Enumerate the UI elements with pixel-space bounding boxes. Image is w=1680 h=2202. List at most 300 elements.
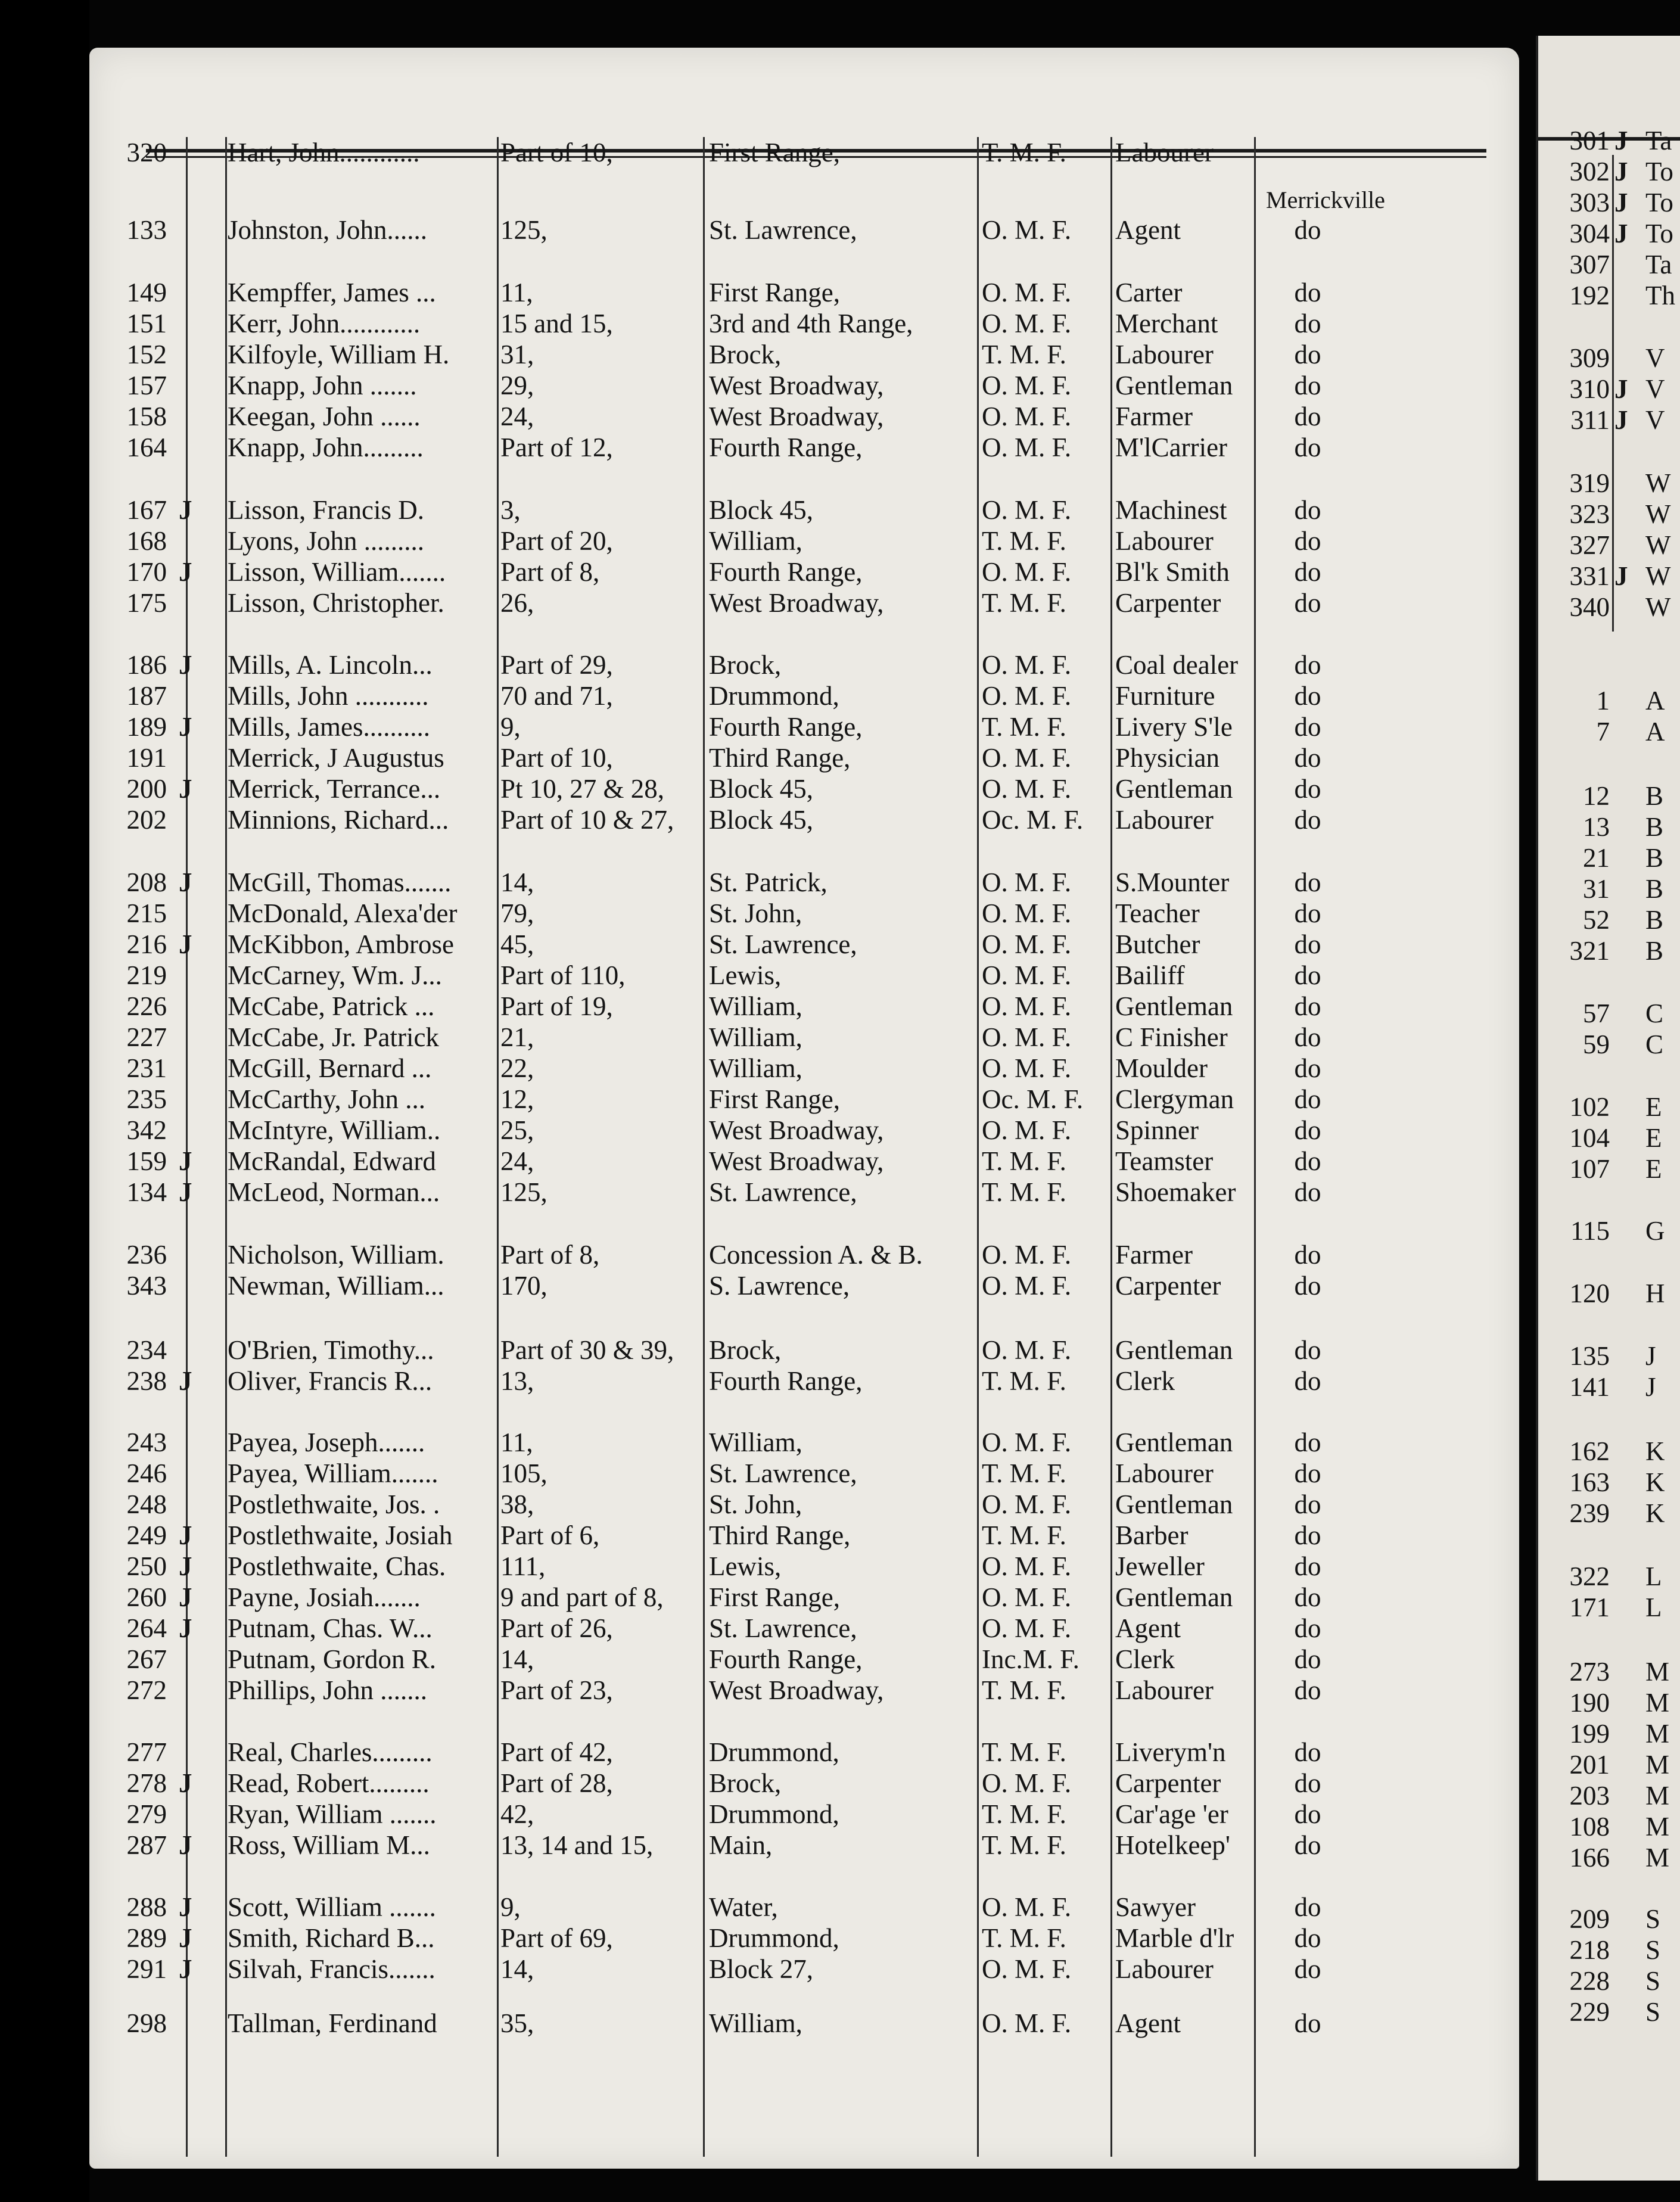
entry-lot: 35, [500, 2008, 534, 2038]
entry-street: Block 45, [709, 805, 813, 835]
register-row [89, 804, 1519, 835]
juror-mark: J [179, 774, 192, 804]
facing-entry-name-fragment: W [1645, 530, 1671, 560]
facing-entry-name-fragment: K [1645, 1467, 1665, 1497]
entry-name: Merrick, Terrance... [228, 774, 441, 804]
entry-occupation: Jeweller [1115, 1551, 1205, 1581]
register-row [89, 308, 1519, 339]
entry-street: Drummond, [709, 1737, 839, 1767]
entry-residence: do [1294, 402, 1321, 431]
entry-residence: do [1294, 309, 1321, 338]
facing-entry-number: 141 [1569, 1372, 1610, 1402]
entry-tenure: T. M. F. [982, 712, 1066, 742]
entry-name: Payea, Joseph....... [228, 1427, 425, 1457]
entry-number: 231 [126, 1053, 167, 1083]
facing-entry-name-fragment: K [1645, 1436, 1665, 1466]
entry-occupation: Furniture [1115, 681, 1215, 711]
entry-tenure: O. M. F. [982, 1768, 1072, 1798]
entry-lot: 14, [500, 1954, 534, 1984]
entry-tenure: O. M. F. [982, 557, 1072, 587]
juror-mark: J [179, 1613, 192, 1643]
facing-juror-mark: J [1614, 219, 1628, 248]
entry-name: McDonald, Alexa'der [228, 898, 458, 928]
facing-entry-number: 52 [1583, 905, 1610, 935]
entry-occupation: Labourer [1115, 805, 1214, 835]
facing-entry-name-fragment: J [1645, 1372, 1656, 1402]
entry-tenure: T. M. F. [982, 1830, 1066, 1860]
facing-entry-number: 218 [1569, 1935, 1610, 1965]
entry-occupation: Bl'k Smith [1115, 557, 1230, 587]
entry-residence: do [1294, 960, 1321, 990]
register-row [89, 773, 1519, 804]
facing-entry-name-fragment: B [1645, 781, 1664, 811]
facing-row [1538, 998, 1680, 1029]
entry-lot: 11, [500, 1427, 533, 1457]
entry-lot: 31, [500, 340, 534, 369]
entry-tenure: T. M. F. [982, 1177, 1066, 1207]
entry-lot: 3, [500, 495, 521, 525]
entry-lot: 14, [500, 867, 534, 897]
facing-entry-number: 120 [1569, 1279, 1610, 1308]
register-row [89, 2008, 1519, 2039]
register-row [89, 1239, 1519, 1270]
entry-lot: 9, [500, 712, 521, 742]
entry-tenure: T. M. F. [982, 1146, 1066, 1176]
entry-occupation: Teacher [1115, 898, 1200, 928]
facing-entry-name-fragment: L [1645, 1562, 1662, 1591]
facing-entry-name-fragment: M [1645, 1688, 1670, 1718]
facing-entry-name-fragment: A [1645, 717, 1665, 747]
entry-residence: do [1294, 1923, 1321, 1953]
entry-tenure: O. M. F. [982, 1335, 1072, 1365]
facing-entry-number: 303 [1569, 188, 1610, 217]
facing-row [1538, 1029, 1680, 1060]
register-row [89, 1115, 1519, 1146]
juror-mark: J [179, 1768, 192, 1798]
entry-number: 250 [126, 1551, 167, 1581]
facing-row [1538, 716, 1680, 747]
facing-entry-name-fragment: Th [1645, 281, 1675, 310]
facing-entry-number: 310 [1569, 374, 1610, 404]
register-row [89, 277, 1519, 308]
register-row [89, 1892, 1519, 1923]
register-row [89, 556, 1519, 587]
register-row [89, 494, 1519, 525]
entry-occupation: Barber [1115, 1520, 1189, 1550]
entry-occupation: Labourer [1115, 138, 1214, 167]
facing-row [1538, 1122, 1680, 1153]
entry-number: 158 [126, 402, 167, 431]
entry-residence: do [1294, 1115, 1321, 1145]
entry-name: Smith, Richard B... [228, 1923, 435, 1953]
entry-number: 134 [126, 1177, 167, 1207]
juror-mark: J [179, 867, 192, 897]
entry-occupation: Coal dealer [1115, 650, 1239, 680]
facing-entry-number: 7 [1596, 717, 1610, 747]
entry-residence: do [1294, 1520, 1321, 1550]
entry-residence: do [1294, 526, 1321, 556]
entry-number: 152 [126, 340, 167, 369]
facing-row [1538, 561, 1680, 592]
entry-occupation: Farmer [1115, 1240, 1193, 1270]
entry-number: 343 [126, 1271, 167, 1301]
facing-entry-number: 166 [1569, 1843, 1610, 1873]
entry-number: 149 [126, 278, 167, 307]
entry-lot: 14, [500, 1644, 534, 1674]
entry-lot: 9, [500, 1892, 521, 1922]
facing-entry-number: 239 [1569, 1498, 1610, 1528]
entry-tenure: T. M. F. [982, 1520, 1066, 1550]
entry-residence: do [1294, 1146, 1321, 1176]
facing-entry-name-fragment: To [1645, 188, 1673, 217]
entry-residence: do [1294, 929, 1321, 959]
facing-row [1538, 1718, 1680, 1749]
entry-name: McCabe, Jr. Patrick [228, 1022, 439, 1052]
entry-street: William, [709, 526, 802, 556]
facing-entry-number: 331 [1569, 561, 1610, 591]
facing-entry-name-fragment: B [1645, 905, 1664, 935]
juror-mark: J [179, 712, 192, 742]
entry-lot: Part of 29, [500, 650, 613, 680]
register-row [89, 1427, 1519, 1458]
entry-name: Nicholson, William. [228, 1240, 444, 1270]
juror-mark: J [179, 1954, 192, 1984]
facing-entry-number: 322 [1569, 1562, 1610, 1591]
facing-entry-name-fragment: V [1645, 343, 1665, 373]
facing-juror-mark: J [1614, 561, 1628, 591]
entry-lot: 26, [500, 588, 534, 618]
entry-street: Fourth Range, [709, 1366, 863, 1396]
entry-lot: 24, [500, 1146, 534, 1176]
entry-tenure: O. M. F. [982, 1115, 1072, 1145]
facing-juror-mark: J [1614, 126, 1628, 155]
entry-number: 187 [126, 681, 167, 711]
facing-entry-number: 309 [1569, 343, 1610, 373]
entry-name: Scott, William ....... [228, 1892, 436, 1922]
entry-tenure: O. M. F. [982, 495, 1072, 525]
facing-entry-name-fragment: W [1645, 499, 1671, 529]
facing-row [1538, 1592, 1680, 1623]
facing-entry-name-fragment: V [1645, 405, 1665, 435]
facing-entry-number: 59 [1583, 1030, 1610, 1059]
facing-entry-number: 327 [1569, 530, 1610, 560]
entry-occupation: Shoemaker [1115, 1177, 1236, 1207]
facing-entry-name-fragment: Ta [1645, 126, 1672, 155]
entry-name: Lisson, William....... [228, 557, 446, 587]
entry-name: Postlethwaite, Chas. [228, 1551, 446, 1581]
facing-entry-number: 104 [1569, 1123, 1610, 1153]
entry-residence: do [1294, 1366, 1321, 1396]
entry-number: 277 [126, 1737, 167, 1767]
facing-entry-name-fragment: M [1645, 1750, 1670, 1780]
entry-residence: do [1294, 1335, 1321, 1365]
register-page [89, 48, 1519, 2169]
register-row [89, 525, 1519, 556]
entry-number: 157 [126, 371, 167, 400]
entry-occupation: Physician [1115, 743, 1219, 773]
register-row [89, 1799, 1519, 1830]
register-row [89, 991, 1519, 1022]
entry-name: Knapp, John ....... [228, 371, 417, 400]
entry-occupation: Merchant [1115, 309, 1218, 338]
entry-occupation: Gentleman [1115, 1335, 1233, 1365]
entry-occupation: Machinest [1115, 495, 1227, 525]
entry-number: 133 [126, 215, 167, 245]
entry-name: Oliver, Francis R... [228, 1366, 433, 1396]
register-row [89, 1366, 1519, 1397]
entry-name: Phillips, John ....... [228, 1675, 428, 1705]
facing-entry-name-fragment: S [1645, 1997, 1661, 2027]
entry-number: 202 [126, 805, 167, 835]
juror-mark: J [179, 1923, 192, 1953]
entry-street: Drummond, [709, 681, 839, 711]
entry-street: St. Lawrence, [709, 215, 857, 245]
entry-tenure: T. M. F. [982, 1675, 1066, 1705]
facing-juror-mark: J [1614, 405, 1628, 435]
facing-entry-name-fragment: M [1645, 1812, 1670, 1842]
facing-entry-name-fragment: M [1645, 1657, 1670, 1687]
entry-tenure: T. M. F. [982, 1923, 1066, 1953]
entry-name: Postlethwaite, Josiah [228, 1520, 453, 1550]
entry-residence: do [1294, 1053, 1321, 1083]
entry-number: 164 [126, 433, 167, 462]
register-row [89, 1146, 1519, 1177]
facing-entry-name-fragment: W [1645, 468, 1671, 498]
facing-entry-number: 162 [1569, 1436, 1610, 1466]
entry-tenure: O. M. F. [982, 2008, 1072, 2038]
facing-row [1538, 1436, 1680, 1467]
facing-entry-name-fragment: G [1645, 1216, 1665, 1246]
entry-tenure: O. M. F. [982, 867, 1072, 897]
juror-mark: J [179, 1582, 192, 1612]
entry-street: St. Lawrence, [709, 1613, 857, 1643]
entry-tenure: O. M. F. [982, 681, 1072, 711]
entry-tenure: T. M. F. [982, 588, 1066, 618]
entry-name: Postlethwaite, Jos. . [228, 1489, 440, 1519]
register-row [89, 137, 1519, 168]
facing-entry-number: 209 [1569, 1904, 1610, 1934]
entry-name: O'Brien, Timothy... [228, 1335, 434, 1365]
entry-street: St. Lawrence, [709, 1177, 857, 1207]
entry-residence: do [1294, 1799, 1321, 1829]
entry-tenure: T. M. F. [982, 1366, 1066, 1396]
facing-row [1538, 873, 1680, 904]
facing-row [1538, 1498, 1680, 1529]
facing-entry-name-fragment: W [1645, 592, 1671, 622]
entry-occupation: M'lCarrier [1115, 433, 1228, 462]
entry-tenure: O. M. F. [982, 743, 1072, 773]
entry-number: 287 [126, 1830, 167, 1860]
facing-entry-number: 199 [1569, 1719, 1610, 1749]
entry-lot: 21, [500, 1022, 534, 1052]
facing-entry-number: 319 [1569, 468, 1610, 498]
entry-residence: do [1294, 278, 1321, 307]
entry-residence: do [1294, 1954, 1321, 1984]
entry-residence: do [1294, 557, 1321, 587]
entry-number: 151 [126, 309, 167, 338]
entry-name: Putnam, Chas. W... [228, 1613, 433, 1643]
facing-entry-name-fragment: B [1645, 936, 1664, 966]
entry-lot: Part of 23, [500, 1675, 613, 1705]
register-row [89, 680, 1519, 711]
facing-row [1538, 1371, 1680, 1402]
entry-tenure: T. M. F. [982, 1458, 1066, 1488]
facing-entry-number: 12 [1583, 781, 1610, 811]
entry-number: 191 [126, 743, 167, 773]
entry-lot: 125, [500, 1177, 547, 1207]
facing-entry-number: 307 [1569, 250, 1610, 279]
facing-row [1538, 1091, 1680, 1122]
entry-name: Mills, John ........... [228, 681, 429, 711]
entry-residence: do [1294, 867, 1321, 897]
entry-name: Read, Robert......... [228, 1768, 430, 1798]
entry-occupation: Gentleman [1115, 1489, 1233, 1519]
facing-entry-number: 311 [1570, 405, 1610, 435]
register-row [89, 587, 1519, 618]
entry-name: Lyons, John ......... [228, 526, 425, 556]
facing-row [1538, 249, 1680, 280]
entry-lot: Part of 19, [500, 991, 613, 1021]
entry-occupation: Clergyman [1115, 1084, 1234, 1114]
entry-name: McLeod, Norman... [228, 1177, 440, 1207]
entry-number: 227 [126, 1022, 167, 1052]
entry-tenure: T. M. F. [982, 1737, 1066, 1767]
entry-occupation: Hotelkeep' [1115, 1830, 1231, 1860]
residence-header: Merrickville [1266, 186, 1385, 213]
facing-row [1538, 1561, 1680, 1592]
register-row [89, 1053, 1519, 1084]
entry-occupation: Marble d'lr [1115, 1923, 1234, 1953]
entry-number: 235 [126, 1084, 167, 1114]
entry-street: William, [709, 991, 802, 1021]
entry-street: William, [709, 1427, 802, 1457]
entry-number: 170 [126, 557, 167, 587]
entry-tenure: T. M. F. [982, 138, 1066, 167]
facing-juror-mark: J [1614, 188, 1628, 217]
facing-row [1538, 1278, 1680, 1309]
facing-entry-number: 57 [1583, 999, 1610, 1028]
entry-tenure: T. M. F. [982, 340, 1066, 369]
facing-row [1538, 499, 1680, 530]
entry-name: Knapp, John......... [228, 433, 424, 462]
entry-street: Water, [709, 1892, 778, 1922]
facing-entry-number: 301 [1569, 126, 1610, 155]
register-row [89, 1582, 1519, 1613]
facing-entry-name-fragment: M [1645, 1719, 1670, 1749]
register-row [89, 1489, 1519, 1520]
entry-lot: 38, [500, 1489, 534, 1519]
register-row [89, 1084, 1519, 1115]
entry-street: Fourth Range, [709, 557, 863, 587]
entry-number: 168 [126, 526, 167, 556]
entry-lot: Part of 28, [500, 1768, 613, 1798]
register-row [89, 1923, 1519, 1954]
facing-entry-name-fragment: S [1645, 1904, 1661, 1934]
entry-residence: do [1294, 681, 1321, 711]
entry-occupation: Labourer [1115, 340, 1214, 369]
entry-lot: 111, [500, 1551, 546, 1581]
entry-number: 291 [126, 1954, 167, 1984]
entry-occupation: Gentleman [1115, 1427, 1233, 1457]
entry-name: Newman, William... [228, 1271, 444, 1301]
entry-number: 246 [126, 1458, 167, 1488]
entry-tenure: O. M. F. [982, 215, 1072, 245]
facing-entry-number: 323 [1569, 499, 1610, 529]
entry-street: William, [709, 1053, 802, 1083]
entry-residence: do [1294, 1551, 1321, 1581]
entry-occupation: Carter [1115, 278, 1183, 307]
facing-row [1538, 592, 1680, 623]
entry-occupation: Labourer [1115, 1458, 1214, 1488]
register-row [89, 1737, 1519, 1768]
entry-number: 215 [126, 898, 167, 928]
entry-residence: do [1294, 371, 1321, 400]
facing-row [1538, 1842, 1680, 1873]
entry-lot: Part of 10, [500, 743, 613, 773]
facing-entry-number: 304 [1569, 219, 1610, 248]
entry-street: Fourth Range, [709, 433, 863, 462]
register-row [89, 1613, 1519, 1644]
entry-occupation: Labourer [1115, 1675, 1214, 1705]
facing-entry-name-fragment: C [1645, 999, 1664, 1028]
entry-occupation: Spinner [1115, 1115, 1199, 1145]
register-row [89, 401, 1519, 432]
entry-lot: Part of 69, [500, 1923, 613, 1953]
entry-occupation: Clerk [1115, 1644, 1175, 1674]
facing-entry-name-fragment: B [1645, 843, 1664, 873]
entry-number: 279 [126, 1799, 167, 1829]
juror-mark: J [179, 1146, 192, 1176]
entry-street: Lewis, [709, 960, 782, 990]
facing-row [1538, 1934, 1680, 1965]
register-row [89, 960, 1519, 991]
register-row [89, 898, 1519, 929]
entry-residence: do [1294, 1644, 1321, 1674]
entry-number: 288 [126, 1892, 167, 1922]
entry-number: 248 [126, 1489, 167, 1519]
entry-street: S. Lawrence, [709, 1271, 850, 1301]
entry-lot: 13, [500, 1366, 534, 1396]
entry-name: Mills, James.......... [228, 712, 431, 742]
juror-mark: J [179, 557, 192, 587]
entry-name: Ryan, William ....... [228, 1799, 437, 1829]
facing-entry-name-fragment: B [1645, 812, 1664, 842]
entry-residence: do [1294, 215, 1321, 245]
facing-row [1538, 1467, 1680, 1498]
entry-residence: do [1294, 805, 1321, 835]
entry-occupation: Gentleman [1115, 1582, 1233, 1612]
entry-occupation: Labourer [1115, 1954, 1214, 1984]
facing-row [1538, 374, 1680, 405]
entry-residence: do [1294, 2008, 1321, 2038]
register-row [89, 1551, 1519, 1582]
entry-street: St. Lawrence, [709, 929, 857, 959]
facing-entry-name-fragment: C [1645, 1030, 1664, 1059]
entry-occupation: Agent [1115, 1613, 1181, 1643]
facing-row [1538, 1153, 1680, 1184]
entry-number: 272 [126, 1675, 167, 1705]
entry-residence: do [1294, 1427, 1321, 1457]
entry-street: Brock, [709, 1335, 782, 1365]
entry-number: 320 [126, 138, 167, 167]
entry-lot: Part of 8, [500, 557, 600, 587]
entry-tenure: Oc. M. F. [982, 805, 1084, 835]
juror-mark: J [179, 929, 192, 959]
facing-row [1538, 156, 1680, 187]
juror-mark: J [179, 495, 192, 525]
register-row [89, 370, 1519, 401]
facing-row [1538, 904, 1680, 935]
